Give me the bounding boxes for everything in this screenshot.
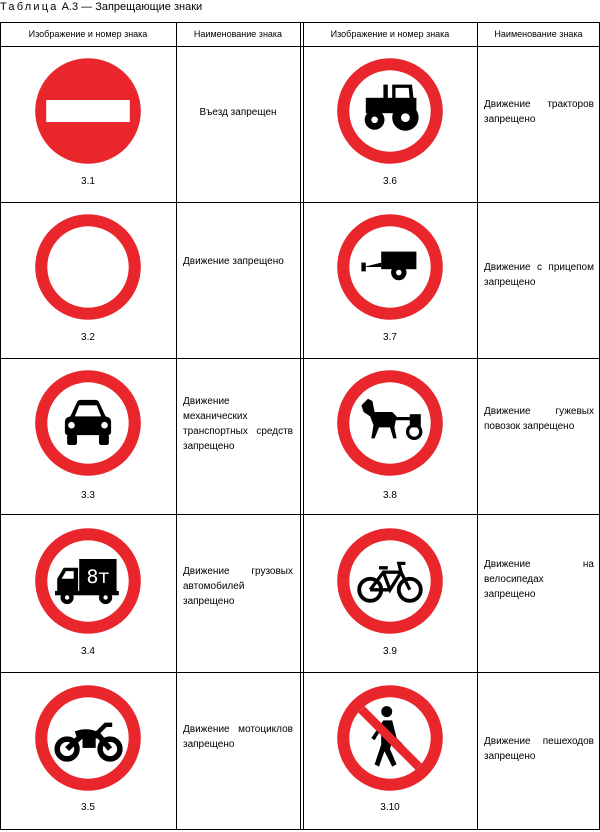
truck-8t-icon <box>33 526 143 636</box>
sign-name: Движение пешеходов запрещено <box>484 736 594 762</box>
sign-3-9 <box>335 526 445 636</box>
sign-3-4 <box>33 526 143 636</box>
sign-number: 3.4 <box>81 646 95 657</box>
sign-name: Движение запрещено <box>183 256 284 267</box>
no-entry-icon <box>33 56 143 166</box>
prohibitory-signs-table <box>0 22 600 830</box>
column-divider <box>477 22 478 830</box>
sign-name: Движение на велосипедах запрещено <box>484 559 594 600</box>
header-image-number-2: Изображение и номер знака <box>330 29 450 39</box>
sign-number: 3.8 <box>383 490 397 501</box>
sign-name: Движение мотоциклов запрещено <box>183 724 293 750</box>
caption-prefix: Таблица <box>0 1 59 13</box>
no-vehicles-icon <box>33 212 143 322</box>
table-caption <box>0 0 600 18</box>
sign-number: 3.10 <box>380 802 400 813</box>
sign-number: 3.7 <box>383 332 397 343</box>
sign-3-5 <box>33 683 143 793</box>
header-name: Наименование знака <box>193 29 283 39</box>
sign-number: 3.6 <box>383 176 397 187</box>
sign-3-8 <box>335 368 445 478</box>
motorcycle-icon <box>33 683 143 793</box>
horse-cart-icon <box>335 368 445 478</box>
sign-number: 3.5 <box>81 802 95 813</box>
sign-name: Движение тракторов запрещено <box>484 99 594 125</box>
sign-3-1 <box>33 56 143 166</box>
sign-name: Движение гужевых повозок запрещено <box>484 406 594 432</box>
sign-3-2 <box>33 212 143 322</box>
bicycle-icon <box>335 526 445 636</box>
sign-name: Въезд запрещен <box>199 107 277 118</box>
sign-3-10 <box>335 683 445 793</box>
table-border-left <box>0 22 1 830</box>
pedestrian-crossed-icon <box>335 683 445 793</box>
truck-weight-label: 8т <box>86 567 110 589</box>
car-icon <box>33 368 143 478</box>
sign-name: Движение с прицепом запрещено <box>484 262 594 288</box>
column-divider-double <box>300 22 301 830</box>
sign-3-6 <box>335 56 445 166</box>
sign-number: 3.1 <box>81 176 95 187</box>
tractor-icon <box>335 56 445 166</box>
column-divider-double <box>303 22 304 830</box>
sign-name: Движение грузовых автомобилей запрещено <box>183 566 293 607</box>
caption-title: А.3 — Запрещающие знаки <box>61 1 203 13</box>
header-image-number: Изображение и номер знака <box>28 29 148 39</box>
sign-name: Движение механических транспортных средств запрещено <box>183 396 293 452</box>
sign-3-7 <box>335 212 445 322</box>
trailer-icon <box>335 212 445 322</box>
header-name-2: Наименование знака <box>494 29 583 39</box>
sign-number: 3.2 <box>81 332 95 343</box>
sign-3-3 <box>33 368 143 478</box>
sign-number: 3.9 <box>383 646 397 657</box>
column-divider <box>176 22 177 830</box>
sign-number: 3.3 <box>81 490 95 501</box>
